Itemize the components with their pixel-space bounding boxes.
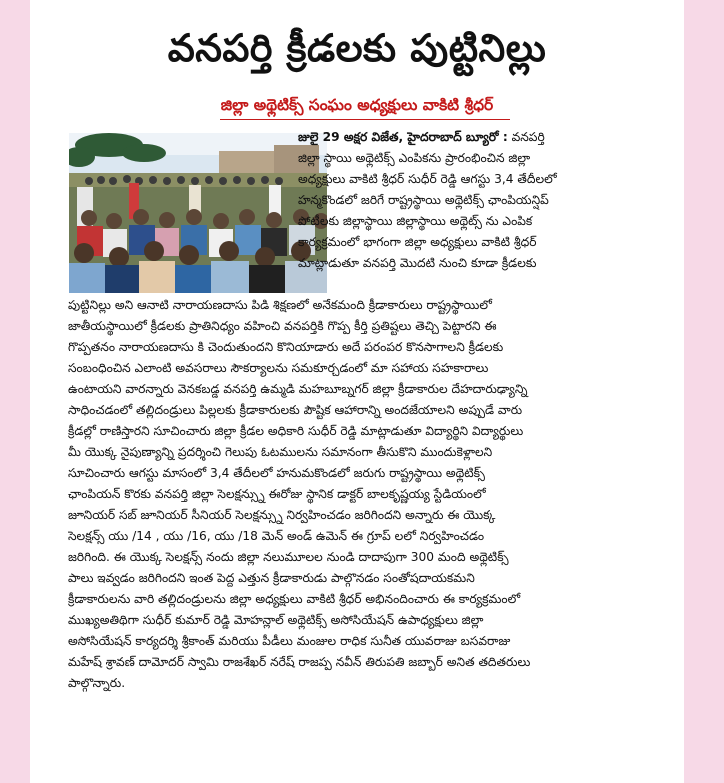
newspaper-clipping <box>30 0 684 783</box>
article-line: మహేష్ శ్రావణ్ దామోదర్ స్వామి రాజశేఖర్ నరేష్ రాజప్ప నవీన్ తిరుపతి జబ్బార్ అనిత తదితరులు <box>68 655 531 669</box>
article-line: సెలక్షన్స్ యు /14 , యు /16, యు /18 మెన్ అండ్ ఉమెన్ ఈ గ్రూప్ లలో నిర్వహించడం <box>68 529 485 543</box>
article-line: గొప్పతనం నారాయణదాసు కి చెందుతుందని కొనియాడారు అదే పరంపర కొనసాగాలని క్రీడలకు <box>68 340 504 354</box>
headline: వనపర్తి క్రీడలకు పుట్టినిల్లు <box>167 26 547 70</box>
article-lead-line: అధ్యక్షులు వాకిటి శ్రీధర్ సుధీర్ రెడ్డి ఆగస్టు 3,4 తేదీలలో <box>298 172 557 186</box>
page-edge-left <box>0 0 30 783</box>
article-line: ముఖ్యఅతిథిగా సుధీర్ కుమార్ రెడ్డి మోహన్లాల్ అథ్లెటిక్స్ అసోసియేషన్ ఉపాధ్యక్షులు జిల్లా <box>68 613 484 627</box>
subheadline: జిల్లా అథ్లెటిక్స్ సంఘం అధ్యక్షులు వాకిటి శ్రీధర్ <box>220 96 494 114</box>
news-photo <box>69 133 327 293</box>
article-line: ఛాంపియన్ కొరకు వనపర్తి జిల్లా సెలక్షన్స్ను ఈరోజు స్థానిక డాక్టర్ బాలకృష్ణయ్య స్టేడియంలో <box>68 487 486 501</box>
article-line: ఉంటాయని వారన్నారు వెనకబడ్డ వనపర్తి ఉమ్మడి మహబూబ్నగర్ జిల్లా క్రీడాకారుల దేహదారుఢ్యాన్ని <box>68 382 528 396</box>
article-line: జరిగింది. ఈ యొక్క సెలక్షన్స్ నందు జిల్లా నలుమూలల నుండి దాదాపుగా 300 మంది అథ్లెటిక్స్ <box>68 550 509 564</box>
article-line: పాల్గొన్నారు. <box>68 676 126 690</box>
article-line: క్రీడల్లో రాణిస్తారని సూచించారు జిల్లా క్రీడల అధికారి సుధీర్ రెడ్డి మాట్లాడుతూ విద్యార్థిని విద్యార్థులు <box>68 424 524 438</box>
article-line: జాతీయస్థాయిలో క్రీడలకు ప్రాతినిధ్యం వహించి వనపర్తికి గొప్ప కీర్తి ప్రతిష్టలు తెచ్చి పెట్టారని ఈ <box>68 319 497 333</box>
article-line: మీ యొక్క నైపుణ్యాన్ని ప్రదర్శించి గెలుపు ఓటములను సమానంగా తీసుకొని ముందుకెళ్లాలని <box>68 445 493 459</box>
article-line: పాలు ఇవ్వడం జరిగిందని ఇంత పెద్ద ఎత్తున క్రీడాకారుడు పాల్గొనడం సంతోషదాయకమని <box>68 571 475 585</box>
article-line: సూచించారు ఆగస్టు మాసంలో 3,4 తేదీలలో హనుమకొండలో జరుగు రాష్ట్రస్థాయి అథ్లెటిక్స్ <box>68 466 485 480</box>
article-line: క్రీడాకారులను వారి తల్లిదండ్రులను జిల్లా అధ్యక్షులు వాకిటి శ్రీధర్ అభినందించారు ఈ కార్యక్రమంలో <box>68 592 521 606</box>
article-lead-line: మాట్లాడుతూ వనపర్తి మొదటి నుంచి కూడా క్రీడలకు <box>298 256 537 270</box>
article-lead-line: హన్మకొండలో జరిగే రాష్ట్రస్థాయి అథ్లెటిక్స్ ఛాంపియన్షిప్ <box>298 193 549 207</box>
article-line: పుట్టినిల్లు అని ఆనాటి నారాయణదాసు పిడి శిక్షణలో అనేకమంది క్రీడాకారులు రాష్ట్రస్థాయిలో <box>68 298 492 312</box>
article-line: సాధించడంలో తల్లిదండ్రులు పిల్లలకు క్రీడాకారులకు పౌష్టిక ఆహారాన్ని అందజేయాలని అప్పుడే వారు <box>68 403 523 417</box>
dateline: జులై 29 అక్షర విజేత, హైదరాబాద్ బ్యూరో : <box>298 130 508 144</box>
subheadline-underline <box>220 119 510 120</box>
article-lead-line: కార్యక్రమంలో భాగంగా జిల్లా అధ్యక్షులు వాకిటి శ్రీధర్ <box>298 235 537 249</box>
article-line: జూనియర్ సబ్ జూనియర్ సీనియర్ సెలక్షన్స్ను నిర్వహించడం జరిగిందని అన్నారు ఈ యొక్క <box>68 508 496 522</box>
article-line: సంబంధించిన ఎలాంటి అవసరాలు సౌకర్యాలను సమకూర్చడంలో మా సహాయ సహకారాలు <box>68 361 489 375</box>
article-lead-line: జులై 29 అక్షర విజేత, హైదరాబాద్ బ్యూరో : వనపర్తి <box>298 130 545 144</box>
article-line: అసోసియేషన్ కార్యదర్శి శ్రీకాంత్ మరియు పీడీలు మంజుల రాధిక సునీత యువరాజు బసవరాజు <box>68 634 511 648</box>
page-edge-right <box>684 0 724 783</box>
article-lead-line: జిల్లా స్థాయి అథ్లెటిక్స్ ఎంపికను ప్రారంభించిన జిల్లా <box>298 151 531 165</box>
article-lead-line: పోటీలకు జిల్లాస్థాయి జిల్లాస్థాయి అథ్లెట్స్ ను ఎంపిక <box>298 214 533 228</box>
crowd-photo-image <box>69 133 327 293</box>
